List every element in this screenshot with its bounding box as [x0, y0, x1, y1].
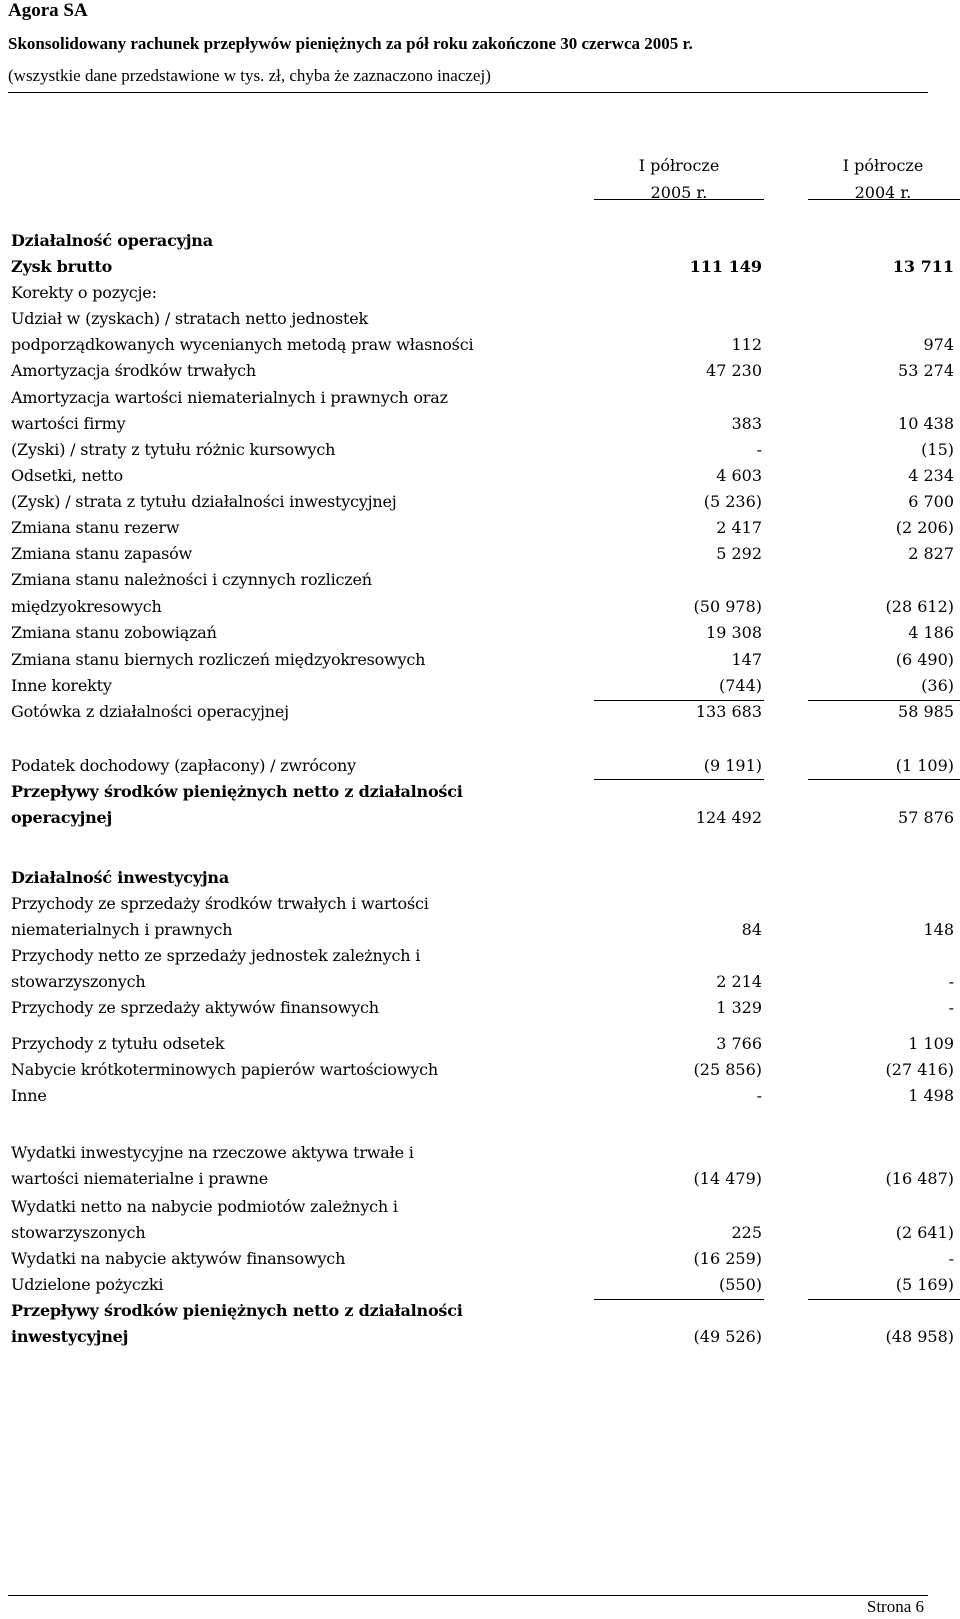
table-row — [0, 647, 960, 674]
row-label: Podatek dochodowy (zapłacony) / zwrócony — [11, 756, 356, 775]
value-2005: 3 766 — [716, 1034, 762, 1053]
table-row — [0, 385, 960, 412]
row-label: Zmiana stanu zapasów — [11, 544, 193, 563]
table-row — [0, 594, 960, 621]
value-2004: (16 487) — [885, 1169, 954, 1188]
table-row — [0, 1140, 960, 1167]
subtotal-rule — [594, 779, 764, 780]
table-row — [0, 779, 960, 806]
value-2004: - — [948, 998, 954, 1017]
value-2005: (14 479) — [693, 1169, 762, 1188]
table-row — [0, 1166, 960, 1193]
table-row — [0, 358, 960, 385]
row-label: operacyjnej — [11, 808, 113, 827]
table-row — [0, 306, 960, 333]
column-header-2004-line2: 2004 r. — [854, 183, 912, 202]
row-label: Inne — [11, 1086, 47, 1105]
row-label: (Zyski) / straty z tytułu różnic kursowych — [11, 440, 336, 459]
value-2004: (27 416) — [885, 1060, 954, 1079]
row-label: Wydatki inwestycyjne na rzeczowe aktywa trwałe i — [11, 1143, 414, 1162]
row-label: Zmiana stanu należności i czynnych rozliczeń — [11, 570, 372, 589]
table-row — [0, 567, 960, 594]
subtotal-rule — [594, 700, 764, 701]
table-row — [0, 437, 960, 464]
row-label: podporządkowanych wycenianych metodą praw własności — [11, 335, 474, 354]
value-2005: (50 978) — [693, 597, 762, 616]
row-label: Zmiana stanu rezerw — [11, 518, 180, 537]
value-2005: (744) — [718, 676, 762, 695]
row-label: Przychody ze sprzedaży aktywów finansowych — [11, 998, 379, 1017]
value-2005: 383 — [731, 414, 762, 433]
row-label: Inne korekty — [11, 676, 112, 695]
value-2004: (2 641) — [895, 1223, 954, 1242]
row-label: międzyokresowych — [11, 597, 162, 616]
row-label: wartości firmy — [11, 414, 126, 433]
column-header-rule — [808, 199, 960, 200]
table-row — [0, 541, 960, 568]
table-row — [0, 515, 960, 542]
table-row — [0, 969, 960, 996]
value-2004: 57 876 — [898, 808, 954, 827]
table-row — [0, 673, 960, 700]
table-row — [0, 1057, 960, 1084]
value-2004: (6 490) — [895, 650, 954, 669]
value-2005: 19 308 — [706, 623, 762, 642]
row-label: Amortyzacja środków trwałych — [11, 361, 257, 380]
row-label: Nabycie krótkoterminowych papierów wartościowych — [11, 1060, 438, 1079]
value-2004: 4 186 — [908, 623, 954, 642]
table-row — [0, 753, 960, 780]
value-2004: 148 — [923, 920, 954, 939]
table-row — [0, 411, 960, 438]
subtotal-rule — [808, 700, 960, 701]
value-2004: (36) — [921, 676, 954, 695]
row-label: Amortyzacja wartości niematerialnych i prawnych oraz — [11, 388, 448, 407]
value-2004: 13 711 — [892, 257, 954, 276]
table-row — [0, 489, 960, 516]
table-row — [0, 699, 960, 726]
table-row — [0, 228, 960, 255]
table-row — [0, 1083, 960, 1110]
value-2005: 1 329 — [716, 998, 762, 1017]
company-name: Agora SA — [8, 0, 88, 21]
row-label: Udzielone pożyczki — [11, 1275, 164, 1294]
value-2005: 2 417 — [716, 518, 762, 537]
row-label: Gotówka z działalności operacyjnej — [11, 702, 289, 721]
value-2004: - — [948, 972, 954, 991]
row-label: Zysk brutto — [11, 257, 113, 276]
value-2004: 6 700 — [908, 492, 954, 511]
subtotal-rule — [594, 1299, 764, 1300]
value-2004: (28 612) — [885, 597, 954, 616]
table-row — [0, 463, 960, 490]
row-label: wartości niematerialne i prawne — [11, 1169, 269, 1188]
row-label: Zmiana stanu zobowiązań — [11, 623, 217, 642]
row-label: niematerialnych i prawnych — [11, 920, 233, 939]
value-2005: 147 — [731, 650, 762, 669]
table-row — [0, 280, 960, 307]
page-number: Strona 6 — [866, 1597, 924, 1616]
value-2005: (550) — [718, 1275, 762, 1294]
value-2004: (15) — [921, 440, 954, 459]
value-2004: 1 109 — [908, 1034, 954, 1053]
row-label: Przychody netto ze sprzedaży jednostek zależnych i — [11, 946, 421, 965]
column-header-2005-line2: 2005 r. — [650, 183, 708, 202]
header-rule — [8, 92, 928, 93]
table-row — [0, 891, 960, 918]
value-2004: 1 498 — [908, 1086, 954, 1105]
table-row — [0, 332, 960, 359]
value-2004: (1 109) — [895, 756, 954, 775]
value-2005: - — [756, 440, 762, 459]
table-row — [0, 254, 960, 281]
row-label: Przychody z tytułu odsetek — [11, 1034, 225, 1053]
value-2004: 10 438 — [898, 414, 954, 433]
value-2004: 4 234 — [908, 466, 954, 485]
row-label: Korekty o pozycje: — [11, 283, 157, 302]
row-label: Odsetki, netto — [11, 466, 123, 485]
value-2004: 974 — [923, 335, 954, 354]
row-label: Działalność operacyjna — [11, 231, 213, 250]
units-note: (wszystkie dane przedstawione w tys. zł, chyba że zaznaczono inaczej) — [8, 66, 491, 85]
table-row — [0, 995, 960, 1022]
column-header-2005-line1: I półrocze — [638, 156, 720, 175]
column-header-2005 — [599, 152, 759, 206]
row-label: Zmiana stanu biernych rozliczeń międzyokresowych — [11, 650, 426, 669]
value-2005: 5 292 — [716, 544, 762, 563]
value-2005: (5 236) — [703, 492, 762, 511]
subtotal-rule — [808, 1299, 960, 1300]
table-row — [0, 917, 960, 944]
value-2004: 2 827 — [908, 544, 954, 563]
value-2004: - — [948, 1249, 954, 1268]
value-2005: 124 492 — [695, 808, 762, 827]
value-2005: (25 856) — [693, 1060, 762, 1079]
row-label: Przychody ze sprzedaży środków trwałych i wartości — [11, 894, 429, 913]
value-2005: 47 230 — [706, 361, 762, 380]
table-row — [0, 865, 960, 892]
document-title: Skonsolidowany rachunek przepływów pieniężnych za pół roku zakończone 30 czerwca 2005 r. — [8, 34, 693, 53]
value-2004: (48 958) — [885, 1327, 954, 1346]
table-row — [0, 1272, 960, 1299]
row-label: Działalność inwestycyjna — [11, 868, 230, 887]
value-2004: (2 206) — [895, 518, 954, 537]
table-row — [0, 943, 960, 970]
table-row — [0, 1220, 960, 1247]
row-label: Udział w (zyskach) / stratach netto jednostek — [11, 309, 369, 328]
value-2005: 2 214 — [716, 972, 762, 991]
table-row — [0, 1194, 960, 1221]
table-row — [0, 1324, 960, 1351]
value-2005: 112 — [731, 335, 762, 354]
value-2005: (49 526) — [693, 1327, 762, 1346]
row-label: inwestycyjnej — [11, 1327, 129, 1346]
column-header-2004 — [803, 152, 960, 206]
footer-rule — [8, 1595, 928, 1596]
value-2004: (5 169) — [895, 1275, 954, 1294]
table-row — [0, 805, 960, 832]
row-label: (Zysk) / strata z tytułu działalności inwestycyjnej — [11, 492, 397, 511]
value-2005: 133 683 — [695, 702, 762, 721]
table-row — [0, 620, 960, 647]
table-row — [0, 1298, 960, 1325]
value-2005: (16 259) — [693, 1249, 762, 1268]
row-label: stowarzyszonych — [11, 1223, 146, 1242]
value-2004: 58 985 — [898, 702, 954, 721]
value-2005: 111 149 — [689, 257, 762, 276]
value-2005: 225 — [731, 1223, 762, 1242]
table-row — [0, 1246, 960, 1273]
row-label: Przepływy środków pieniężnych netto z działalności — [11, 782, 463, 801]
column-header-rule — [594, 199, 764, 200]
value-2005: - — [756, 1086, 762, 1105]
value-2005: 84 — [741, 920, 762, 939]
value-2005: 4 603 — [716, 466, 762, 485]
value-2004: 53 274 — [898, 361, 954, 380]
table-row — [0, 1031, 960, 1058]
row-label: Przepływy środków pieniężnych netto z działalności — [11, 1301, 463, 1320]
subtotal-rule — [808, 779, 960, 780]
row-label: Wydatki netto na nabycie podmiotów zależnych i — [11, 1197, 398, 1216]
value-2005: (9 191) — [703, 756, 762, 775]
row-label: Wydatki na nabycie aktywów finansowych — [11, 1249, 346, 1268]
column-header-2004-line1: I półrocze — [842, 156, 924, 175]
row-label: stowarzyszonych — [11, 972, 146, 991]
